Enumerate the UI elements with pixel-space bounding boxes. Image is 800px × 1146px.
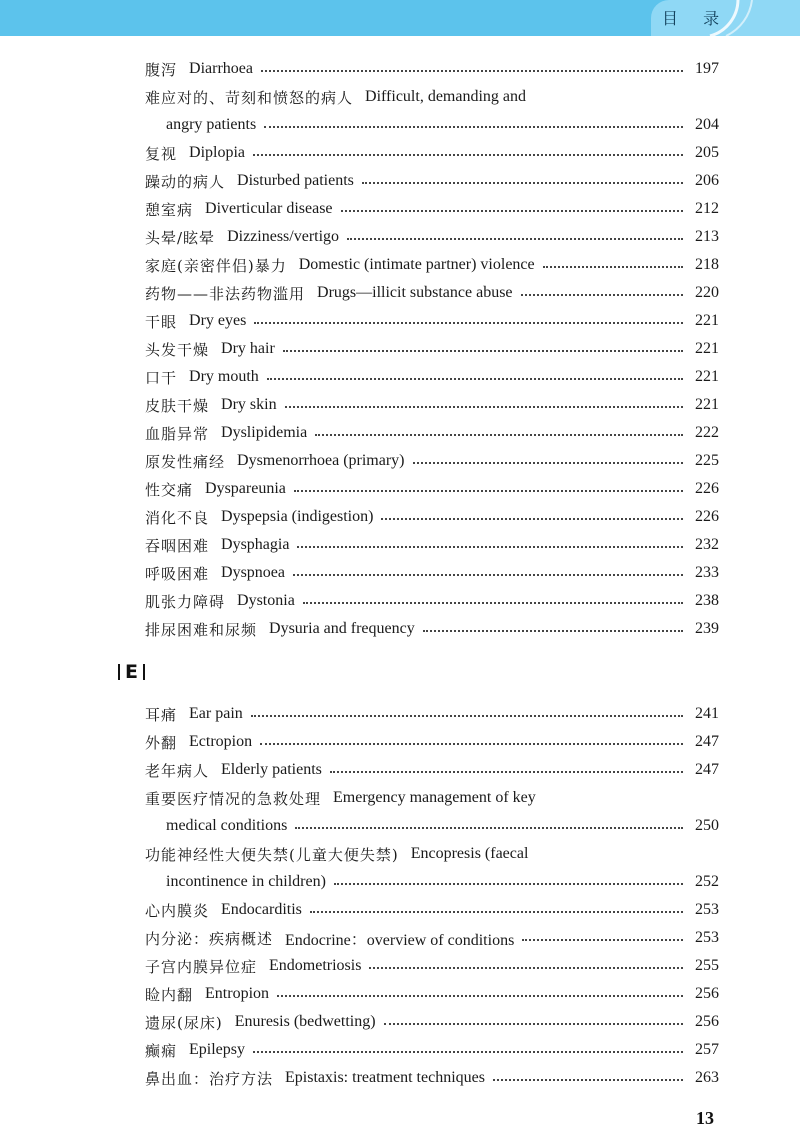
entry-chinese-title: 子宫内膜异位症 xyxy=(145,957,258,976)
toc-entry-line xyxy=(145,475,719,503)
toc-entry[interactable] xyxy=(0,896,800,924)
dot-leader xyxy=(267,378,683,380)
entry-page-number: 221 xyxy=(695,340,719,357)
dot-leader xyxy=(293,574,683,576)
toc-entry-line xyxy=(145,139,719,167)
toc-entry[interactable] xyxy=(0,728,800,756)
dot-leader xyxy=(261,70,683,72)
entry-english-title: Ear pain xyxy=(189,705,243,722)
entry-english-continuation: medical conditions xyxy=(166,817,288,834)
dot-leader xyxy=(315,434,683,436)
toc-entry-line xyxy=(145,55,719,83)
toc-entry[interactable] xyxy=(0,335,800,363)
toc-entry-line xyxy=(145,980,719,1008)
toc-entry[interactable] xyxy=(0,503,800,531)
entry-page-number: 255 xyxy=(695,957,719,974)
section-bar-left xyxy=(118,664,120,680)
entry-chinese-title: 原发性痛经 xyxy=(145,452,226,471)
toc-entry[interactable] xyxy=(0,279,800,307)
entry-chinese-title: 内分泌：疾病概述 xyxy=(145,929,274,948)
toc-entry-line xyxy=(145,840,719,868)
dot-leader xyxy=(413,462,683,464)
entry-page-number: 238 xyxy=(695,592,719,609)
entry-page-number: 218 xyxy=(695,256,719,273)
entry-english-title: Domestic (intimate partner) violence xyxy=(298,256,535,273)
entry-page-number: 221 xyxy=(695,368,719,385)
entry-english-title: Dizziness/vertigo xyxy=(227,228,340,245)
entry-chinese-title: 憩室病 xyxy=(145,200,194,219)
toc-entry[interactable] xyxy=(0,587,800,615)
entry-chinese-title: 外翻 xyxy=(145,733,178,752)
entry-chinese-title: 头发干燥 xyxy=(145,340,210,359)
entry-page-number: 232 xyxy=(695,536,719,553)
section-letter: E xyxy=(125,661,138,683)
entry-english-title: Dyslipidemia xyxy=(221,424,308,441)
toc-entry[interactable] xyxy=(0,924,800,952)
toc-entry-line xyxy=(145,503,719,531)
entry-chinese-title: 家庭(亲密伴侣)暴力 xyxy=(145,256,287,275)
toc-entry-line xyxy=(145,307,719,335)
entry-english-title: Emergency management of key xyxy=(333,789,536,806)
entry-english-title: Epilepsy xyxy=(189,1041,246,1058)
dot-leader xyxy=(521,294,683,296)
toc-entry-line xyxy=(145,784,719,812)
toc-entry-line xyxy=(145,251,719,279)
entry-chinese-title: 肌张力障碍 xyxy=(145,592,226,611)
toc-entry-line xyxy=(145,700,719,728)
entry-page-number: 247 xyxy=(695,761,719,778)
entry-english-title: Ectropion xyxy=(189,733,253,750)
toc-entry[interactable] xyxy=(0,840,800,896)
toc-entry[interactable] xyxy=(0,475,800,503)
toc-entry-line xyxy=(145,952,719,980)
toc-entry-line xyxy=(145,223,719,251)
entry-page-number: 256 xyxy=(695,985,719,1002)
toc-entry-line xyxy=(145,83,719,111)
toc-entry-line xyxy=(145,447,719,475)
entry-page-number: 222 xyxy=(695,424,719,441)
entry-page-number: 225 xyxy=(695,452,719,469)
entry-chinese-title: 躁动的病人 xyxy=(145,172,226,191)
entry-chinese-title: 耳痛 xyxy=(145,705,178,724)
toc-entry[interactable] xyxy=(0,980,800,1008)
toc-entry-continuation xyxy=(166,868,719,896)
entry-chinese-title: 消化不良 xyxy=(145,508,210,527)
toc-entry[interactable] xyxy=(0,139,800,167)
dot-leader xyxy=(253,1051,683,1053)
entry-chinese-title: 干眼 xyxy=(145,312,178,331)
entry-page-number: 250 xyxy=(695,817,719,834)
page-number: 13 xyxy=(696,1108,714,1128)
toc-entry[interactable] xyxy=(0,167,800,195)
dot-leader xyxy=(334,883,683,885)
entry-english-title: Dry eyes xyxy=(189,312,247,329)
dot-leader xyxy=(330,771,683,773)
toc-entry[interactable] xyxy=(0,531,800,559)
entry-chinese-title: 癫痫 xyxy=(145,1041,178,1060)
entry-english-title: Dysphagia xyxy=(221,536,290,553)
entry-page-number: 221 xyxy=(695,396,719,413)
toc-entry[interactable] xyxy=(0,1036,800,1064)
dot-leader xyxy=(254,322,683,324)
toc-entry[interactable] xyxy=(0,363,800,391)
dot-leader xyxy=(369,967,683,969)
entry-chinese-title: 难应对的、苛刻和愤怒的病人 xyxy=(145,88,354,107)
toc-entry[interactable] xyxy=(0,952,800,980)
entry-english-title: Endometriosis xyxy=(269,957,362,974)
entry-chinese-title: 重要医疗情况的急救处理 xyxy=(145,789,322,808)
entry-english-title: Disturbed patients xyxy=(237,172,354,189)
toc-entry[interactable] xyxy=(0,756,800,784)
entry-english-title: Elderly patients xyxy=(221,761,322,778)
toc-entry[interactable] xyxy=(0,1064,800,1092)
dot-leader xyxy=(253,154,683,156)
entry-chinese-title: 功能神经性大便失禁(儿童大便失禁) xyxy=(145,845,399,864)
toc-entry-line xyxy=(145,391,719,419)
toc-entry[interactable] xyxy=(0,1008,800,1036)
entry-chinese-title: 吞咽困难 xyxy=(145,536,210,555)
toc-entry[interactable] xyxy=(0,391,800,419)
entry-english-title: Endocrine：overview of conditions xyxy=(285,931,515,949)
dot-leader xyxy=(310,911,683,913)
toc-entry-line xyxy=(145,419,719,447)
toc-entry-line xyxy=(145,1036,719,1064)
toc-entry[interactable] xyxy=(0,195,800,223)
dot-leader xyxy=(294,490,683,492)
entry-page-number: 253 xyxy=(695,929,719,946)
entry-english-title: Enuresis (bedwetting) xyxy=(234,1013,376,1030)
entry-chinese-title: 口干 xyxy=(145,368,178,387)
entry-english-title: Endocarditis xyxy=(221,901,302,918)
entry-page-number: 197 xyxy=(695,60,719,77)
toc-entry-line xyxy=(145,531,719,559)
toc-entry-line xyxy=(145,279,719,307)
header-title: 目 录 xyxy=(662,9,730,28)
dot-leader xyxy=(423,630,683,632)
entry-page-number: 247 xyxy=(695,733,719,750)
toc-entry-line xyxy=(145,335,719,363)
toc-entry[interactable] xyxy=(0,83,800,139)
dot-leader xyxy=(341,210,683,212)
dot-leader xyxy=(297,546,683,548)
entry-page-number: 212 xyxy=(695,200,719,217)
entry-page-number: 220 xyxy=(695,284,719,301)
entry-page-number: 205 xyxy=(695,144,719,161)
toc-entry-line xyxy=(145,756,719,784)
entry-english-title: Dry skin xyxy=(221,396,277,413)
entry-english-title: Diplopia xyxy=(189,144,246,161)
entry-chinese-title: 腹泻 xyxy=(145,60,178,79)
entry-chinese-title: 呼吸困难 xyxy=(145,564,210,583)
entry-page-number: 206 xyxy=(695,172,719,189)
dot-leader xyxy=(347,238,683,240)
entry-english-title: Entropion xyxy=(205,985,270,1002)
toc-entry[interactable] xyxy=(0,784,800,840)
toc-entry-line xyxy=(145,363,719,391)
entry-page-number: 221 xyxy=(695,312,719,329)
entry-english-title: Epistaxis: treatment techniques xyxy=(285,1069,485,1086)
entry-chinese-title: 排尿困难和尿频 xyxy=(145,620,258,639)
entry-english-title: Dyspepsia (indigestion) xyxy=(221,508,374,525)
dot-leader xyxy=(295,827,683,829)
entry-english-title: Dysmenorrhoea (primary) xyxy=(237,452,405,469)
toc-entry[interactable] xyxy=(0,615,800,643)
entry-english-title: Dyspnoea xyxy=(221,564,285,581)
dot-leader xyxy=(381,518,683,520)
entry-english-continuation: angry patients xyxy=(166,116,257,133)
entry-english-title: Difficult, demanding and xyxy=(365,88,527,105)
entry-chinese-title: 皮肤干燥 xyxy=(145,396,210,415)
entry-chinese-title: 血脂异常 xyxy=(145,424,210,443)
entry-chinese-title: 心内膜炎 xyxy=(145,901,210,920)
entry-page-number: 256 xyxy=(695,1013,719,1030)
dot-leader xyxy=(260,743,683,745)
dot-leader xyxy=(522,939,683,941)
entry-page-number: 226 xyxy=(695,508,719,525)
toc-entry-line xyxy=(145,195,719,223)
toc-entry-line xyxy=(145,559,719,587)
toc-entry-line xyxy=(145,1064,719,1092)
dot-leader xyxy=(362,182,683,184)
entry-page-number: 252 xyxy=(695,873,719,890)
entry-page-number: 204 xyxy=(695,116,719,133)
entry-chinese-title: 头晕/眩晕 xyxy=(145,228,216,247)
entry-page-number: 239 xyxy=(695,620,719,637)
toc-entry-line xyxy=(145,924,719,952)
entry-english-title: Dry hair xyxy=(221,340,275,357)
entry-english-title: Dystonia xyxy=(237,592,295,609)
entry-english-title: Dry mouth xyxy=(189,368,259,385)
entry-page-number: 257 xyxy=(695,1041,719,1058)
toc-entry[interactable] xyxy=(0,251,800,279)
entry-page-number: 226 xyxy=(695,480,719,497)
toc-entry-line xyxy=(145,587,719,615)
entry-english-title: Encopresis (faecal xyxy=(410,845,529,862)
toc-entry-line xyxy=(145,896,719,924)
dot-leader xyxy=(285,406,683,408)
toc-entry[interactable] xyxy=(0,307,800,335)
dot-leader xyxy=(384,1023,683,1025)
dot-leader xyxy=(283,350,683,352)
entry-chinese-title: 老年病人 xyxy=(145,761,210,780)
dot-leader xyxy=(277,995,683,997)
entry-chinese-title: 睑内翻 xyxy=(145,985,194,1004)
entry-english-continuation: incontinence in children) xyxy=(166,873,326,890)
toc-entry-line xyxy=(145,1008,719,1036)
toc-entry[interactable] xyxy=(0,700,800,728)
entry-english-title: Drugs—illicit substance abuse xyxy=(317,284,513,301)
entry-chinese-title: 性交痛 xyxy=(145,480,194,499)
entry-page-number: 213 xyxy=(695,228,719,245)
entry-english-title: Diarrhoea xyxy=(189,60,253,77)
section-heading-e xyxy=(113,657,150,687)
toc-entry[interactable] xyxy=(0,419,800,447)
entry-chinese-title: 药物——非法药物滥用 xyxy=(145,284,306,303)
toc-entry-continuation xyxy=(166,812,719,840)
entry-english-title: Dysuria and frequency xyxy=(269,620,415,637)
entry-chinese-title: 复视 xyxy=(145,144,178,163)
entry-page-number: 241 xyxy=(695,705,719,722)
dot-leader xyxy=(264,126,683,128)
entry-chinese-title: 鼻出血：治疗方法 xyxy=(145,1069,274,1088)
toc-entry-line xyxy=(145,615,719,643)
toc-entry-line xyxy=(145,167,719,195)
dot-leader xyxy=(543,266,683,268)
dot-leader xyxy=(303,602,683,604)
entry-page-number: 253 xyxy=(695,901,719,918)
entry-chinese-title: 遗尿(尿床) xyxy=(145,1013,223,1032)
toc-entry[interactable] xyxy=(0,55,800,83)
dot-leader xyxy=(251,715,683,717)
entry-english-title: Dyspareunia xyxy=(205,480,286,497)
dot-leader xyxy=(493,1079,683,1081)
entry-page-number: 263 xyxy=(695,1069,719,1086)
toc-entry-line xyxy=(145,728,719,756)
entry-english-title: Diverticular disease xyxy=(205,200,333,217)
toc-entry-continuation xyxy=(166,111,719,139)
toc-entry[interactable] xyxy=(0,559,800,587)
toc-entry[interactable] xyxy=(0,447,800,475)
section-bar-right xyxy=(143,664,145,680)
entry-page-number: 233 xyxy=(695,564,719,581)
toc-entry[interactable] xyxy=(0,223,800,251)
